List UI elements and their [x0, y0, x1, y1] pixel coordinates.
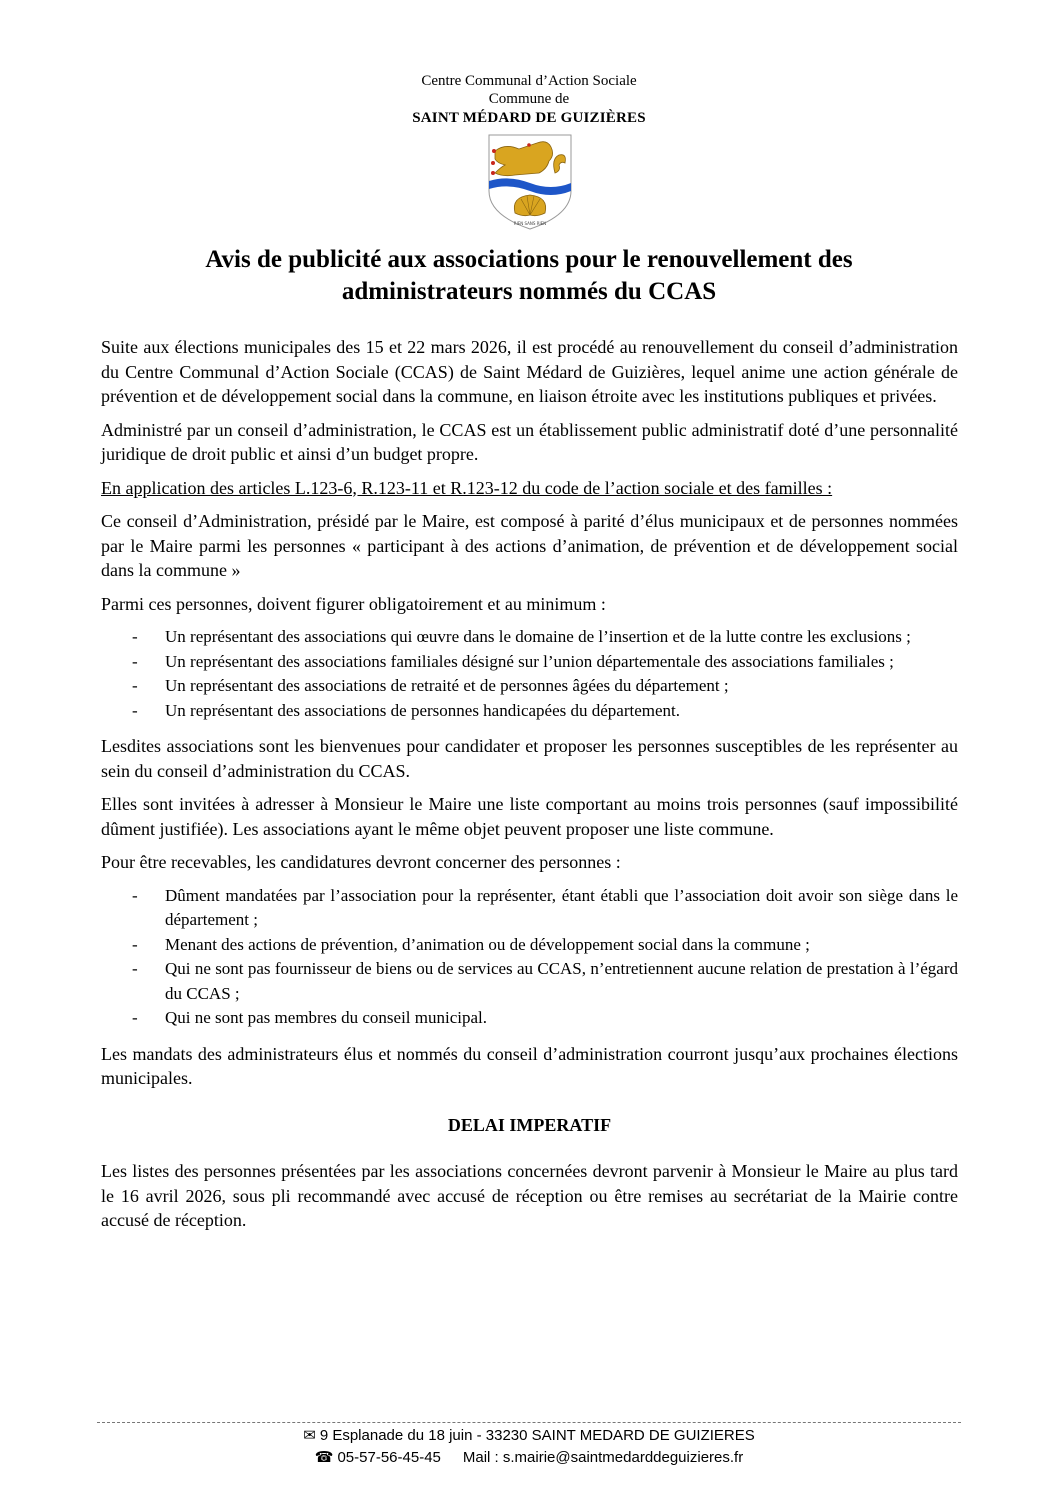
scallop-shell-icon: [514, 195, 545, 216]
footer-divider: [97, 1422, 961, 1423]
paragraph-mandates: Les mandats des administrateurs élus et nommés du conseil d’administration courront jusqu’aux prochaines élections municipales.: [101, 1043, 958, 1088]
paragraph-invitation: Lesdites associations sont les bienvenues pour candidater et proposer les personnes susceptibles de les représenter au sein du conseil d’administration du CCAS.: [101, 736, 958, 781]
paragraph-deadline: Les listes des personnes présentées par les associations concernées devront parvenir à Monsieur le Maire au plus tard le 16 avril 2026, sous pli recommandé avec accusé de réception ou être remises au secrétariat de la Mairie contre accusé de réception.: [101, 1161, 958, 1230]
list-marker: -: [132, 934, 138, 954]
list-item: - Un représentant des associations qui œuvre dans le domaine de l’insertion et de la lutte contre les exclusions ;: [101, 625, 958, 650]
coat-of-arms-icon: [485, 133, 575, 231]
footer-phone: 05-57-56-45-45: [337, 1449, 441, 1466]
paragraph-administration: Administré par un conseil d’administration, le CCAS est un établissement public administratif doté d’une personnalité juridique de droit public et ainsi d’un budget propre.: [101, 419, 958, 464]
list-item: - Un représentant des associations de personnes handicapées du département.: [101, 699, 958, 724]
paragraph-intro: Suite aux élections municipales des 15 et 22 mars 2026, il est procédé au renouvellement du conseil d’administration du Centre Communal d’Action Sociale (CCAS) de Saint Médard de Guizières, lequel anime une action générale de prévention et de développement social dans la commune, en liaison étroite avec les institutions publiques et privées.: [101, 337, 958, 406]
list-item: - Dûment mandatées par l’association pour la représenter, étant établi que l’association doit avoir son siège dans le département ;: [132, 885, 958, 929]
list-marker: -: [132, 959, 138, 978]
list-item: - Qui ne sont pas membres du conseil municipal.: [101, 1006, 958, 1031]
footer-email[interactable]: Mail : s.mairie@saintmedarddeguizieres.fr: [462, 1449, 744, 1466]
paragraph-minimum: Parmi ces personnes, doivent figurer obligatoirement et au minimum :: [101, 593, 606, 614]
list-marker: -: [132, 651, 138, 671]
list-item: - Menant des actions de prévention, d’animation ou de développement social dans la commune ;: [101, 933, 958, 958]
paragraph-composition: Ce conseil d’Administration, présidé par le Maire, est composé à parité d’élus municipaux et de personnes nommées par le Maire parmi les personnes « participant à des actions d’animation, de prévention et de développement social dans la commune »: [101, 511, 958, 580]
crest-motto: RIEN SANS RIEN: [513, 221, 547, 226]
page-title: [100, 244, 958, 308]
list-marker: -: [132, 627, 138, 646]
list-marker: -: [132, 885, 138, 905]
commune-name: SAINT MÉDARD DE GUIZIÈRES: [412, 110, 646, 126]
list-item: - Qui ne sont pas fournisseur de biens ou de services au CCAS, n’entretiennent aucune relation de prestation à l’égard du CCAS ;: [132, 959, 958, 1003]
list-marker: -: [132, 1008, 138, 1027]
title-line-2: administrateurs nommés du CCAS: [341, 278, 717, 305]
list-item: - Un représentant des associations de retraité et de personnes âgées du département ;: [101, 674, 958, 699]
required-representatives-list: [101, 625, 958, 723]
notice-body: [101, 335, 958, 1242]
list-marker: -: [132, 700, 138, 720]
title-line-1: Avis de publicité aux associations pour le renouvellement des: [205, 246, 853, 273]
legal-reference: En application des articles L.123-6, R.123-11 et R.123-12 du code de l’action sociale et des familles :: [101, 477, 833, 498]
eligibility-criteria-list: [101, 884, 958, 1031]
letterhead: [0, 72, 1058, 128]
org-name: Centre Communal d’Action Sociale: [421, 73, 637, 89]
paragraph-eligibility: Pour être recevables, les candidatures devront concerner des personnes :: [101, 852, 621, 872]
footer-phone-line: [0, 1447, 1058, 1469]
commune-label: Commune de: [488, 91, 570, 107]
envelope-icon: ✉: [303, 1427, 316, 1444]
footer-address: 9 Esplanade du 18 juin - 33230 SAINT MEDARD DE GUIZIERES: [319, 1427, 755, 1444]
list-item: - Un représentant des associations familiales désigné sur l’union départementale des associations familiales ;: [101, 650, 958, 675]
paragraph-list-requirement: Elles sont invitées à adresser à Monsieur le Maire une liste comportant au moins trois personnes (sauf impossibilité dûment justifiée). Les associations ayant le même objet peuvent proposer une liste commune.: [101, 794, 958, 839]
deadline-heading: DELAI IMPERATIF: [447, 1114, 612, 1135]
telephone-icon: ☎: [314, 1449, 334, 1466]
footer-contact: [0, 1425, 1058, 1469]
footer-address-line: [0, 1425, 1058, 1447]
list-marker: -: [132, 676, 138, 695]
